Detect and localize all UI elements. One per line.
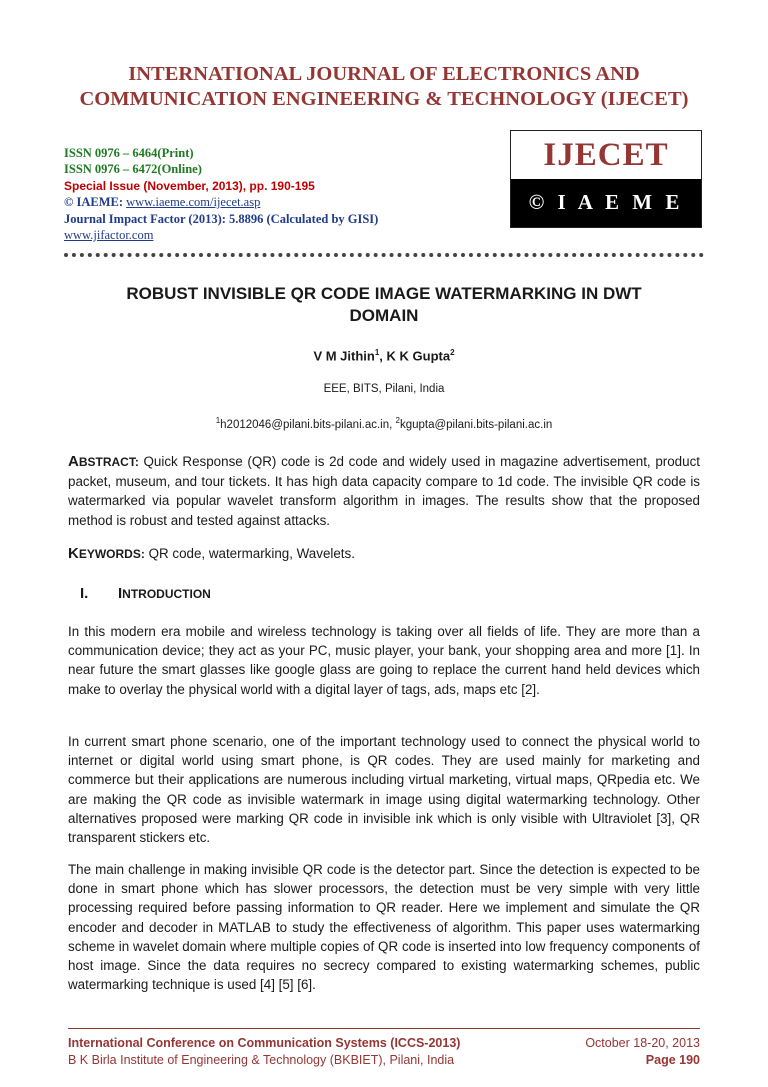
- email-2: kgupta@pilani.bits-pilani.ac.in: [399, 418, 553, 431]
- jifactor-link[interactable]: www.jifactor.com: [64, 228, 154, 243]
- special-issue: Special Issue (November, 2013), pp. 190-195: [64, 178, 315, 193]
- footer-conference: International Conference on Communication Systems (ICCS-2013): [68, 1036, 461, 1050]
- paper-title-line1: ROBUST INVISIBLE QR CODE IMAGE WATERMARKING IN DWT: [126, 284, 642, 303]
- abstract: [68, 452, 700, 530]
- email-1: h2012046@pilani.bits-pilani.ac.in,: [220, 418, 396, 431]
- section-title-rest: NTRODUCTION: [122, 587, 211, 601]
- page-footer: [68, 1035, 700, 1069]
- authors: [0, 348, 768, 363]
- keywords: [68, 544, 700, 564]
- issn-print: ISSN 0976 – 6464(Print): [64, 146, 194, 160]
- abstract-label-first: A: [68, 453, 79, 470]
- journal-title: [40, 62, 728, 112]
- keywords-text: QR code, watermarking, Wavelets.: [144, 546, 355, 561]
- abstract-text: Quick Response (QR) code is 2d code and widely used in magazine advertisement, product packet, museum, and tour tickets. It has high data capacity compare to 1d code. The invisible QR code is watermarked via popular wavelet transform algorithm in images. The results show that the proposed method is robust and tested against attacks.: [68, 454, 700, 528]
- copyright-line: [64, 194, 378, 210]
- author-2-sup: 2: [450, 348, 455, 357]
- footer-date: October 18-20, 2013: [585, 1036, 700, 1050]
- paper-title-line2: DOMAIN: [349, 306, 419, 325]
- abstract-label-rest: BSTRACT:: [78, 455, 139, 469]
- email-1-sup: 1: [215, 416, 221, 425]
- affiliation: EEE, BITS, Pilani, India: [323, 383, 445, 395]
- footer-page-number: Page 190: [645, 1053, 700, 1067]
- journal-website-link[interactable]: www.iaeme.com/ijecet.asp: [126, 195, 261, 210]
- email-2-sup: 2: [395, 416, 400, 425]
- paper-title: [80, 283, 688, 327]
- author-1: V M Jithin: [313, 348, 375, 364]
- dotted-divider: [64, 253, 704, 257]
- journal-title-line2: COMMUNICATION ENGINEERING & TECHNOLOGY (IJECET): [79, 88, 689, 110]
- author-1-sup: 1: [374, 348, 380, 357]
- copyright-prefix: © IAEME:: [64, 195, 127, 210]
- logo-text: IJECET: [543, 137, 669, 173]
- logo-publisher: © I A E M E: [511, 179, 701, 227]
- section-number: I.: [80, 585, 89, 602]
- footer-divider: [68, 1028, 700, 1029]
- issn-online: ISSN 0976 – 6472(Online): [64, 162, 202, 177]
- keywords-label-rest: EYWORDS:: [78, 547, 145, 561]
- impact-factor: Journal Impact Factor (2013): 5.8896 (Calculated by GISI): [64, 211, 379, 226]
- paragraph-1: In this modern era mobile and wireless technology is taking over all fields of life. They are more than a communication device; they act as your PC, music player, your bank, your shopping area and more [1]. In near future the smart glasses like google glass are going to replace the current hand held devices which make to overlay the physical world with a digital layer of tags, ads, maps etc [2].: [68, 624, 700, 697]
- keywords-label-first: K: [68, 545, 79, 562]
- author-2: K K Gupta: [386, 348, 451, 364]
- author-emails: [0, 416, 768, 431]
- section-heading-introduction: [80, 585, 211, 603]
- footer-institute: B K Birla Institute of Engineering & Technology (BKBIET), Pilani, India: [68, 1053, 455, 1067]
- journal-logo: [510, 130, 702, 228]
- journal-info: [64, 145, 378, 243]
- author-separator: ,: [379, 348, 387, 364]
- journal-title-line1: INTERNATIONAL JOURNAL OF ELECTRONICS AND: [128, 63, 640, 85]
- section-title-first: I: [118, 585, 123, 602]
- paragraph-3: The main challenge in making invisible QR code is the detector part. Since the detection is expected to be done in smart phone which has slower processors, the detection must be very simple with very little processing required before passing information to QR reader. Here we implement and simulate the QR encoder and decoder in MATLAB to study the effectiveness of algorithm. This paper uses watermarking scheme in wavelet domain where multiple copies of QR code is inserted into low frequency components of host image. Since the data requires no secrecy compared to existing watermarking schemes, public watermarking technique is used [4] [5] [6].: [68, 862, 700, 993]
- paragraph-2: In current smart phone scenario, one of the important technology used to connect the physical world to internet or digital world using smart phone, is QR codes. They are used mainly for marketing and commerce but their applications are numerous including virtual marketing, virtual maps, QRpedia etc. We are making the QR code as invisible watermark in image using digital watermarking technology. Other alternatives proposed were marking QR code in invisible ink which is only visible with Ultraviolet [3], QR transparent stickers etc.: [68, 734, 700, 846]
